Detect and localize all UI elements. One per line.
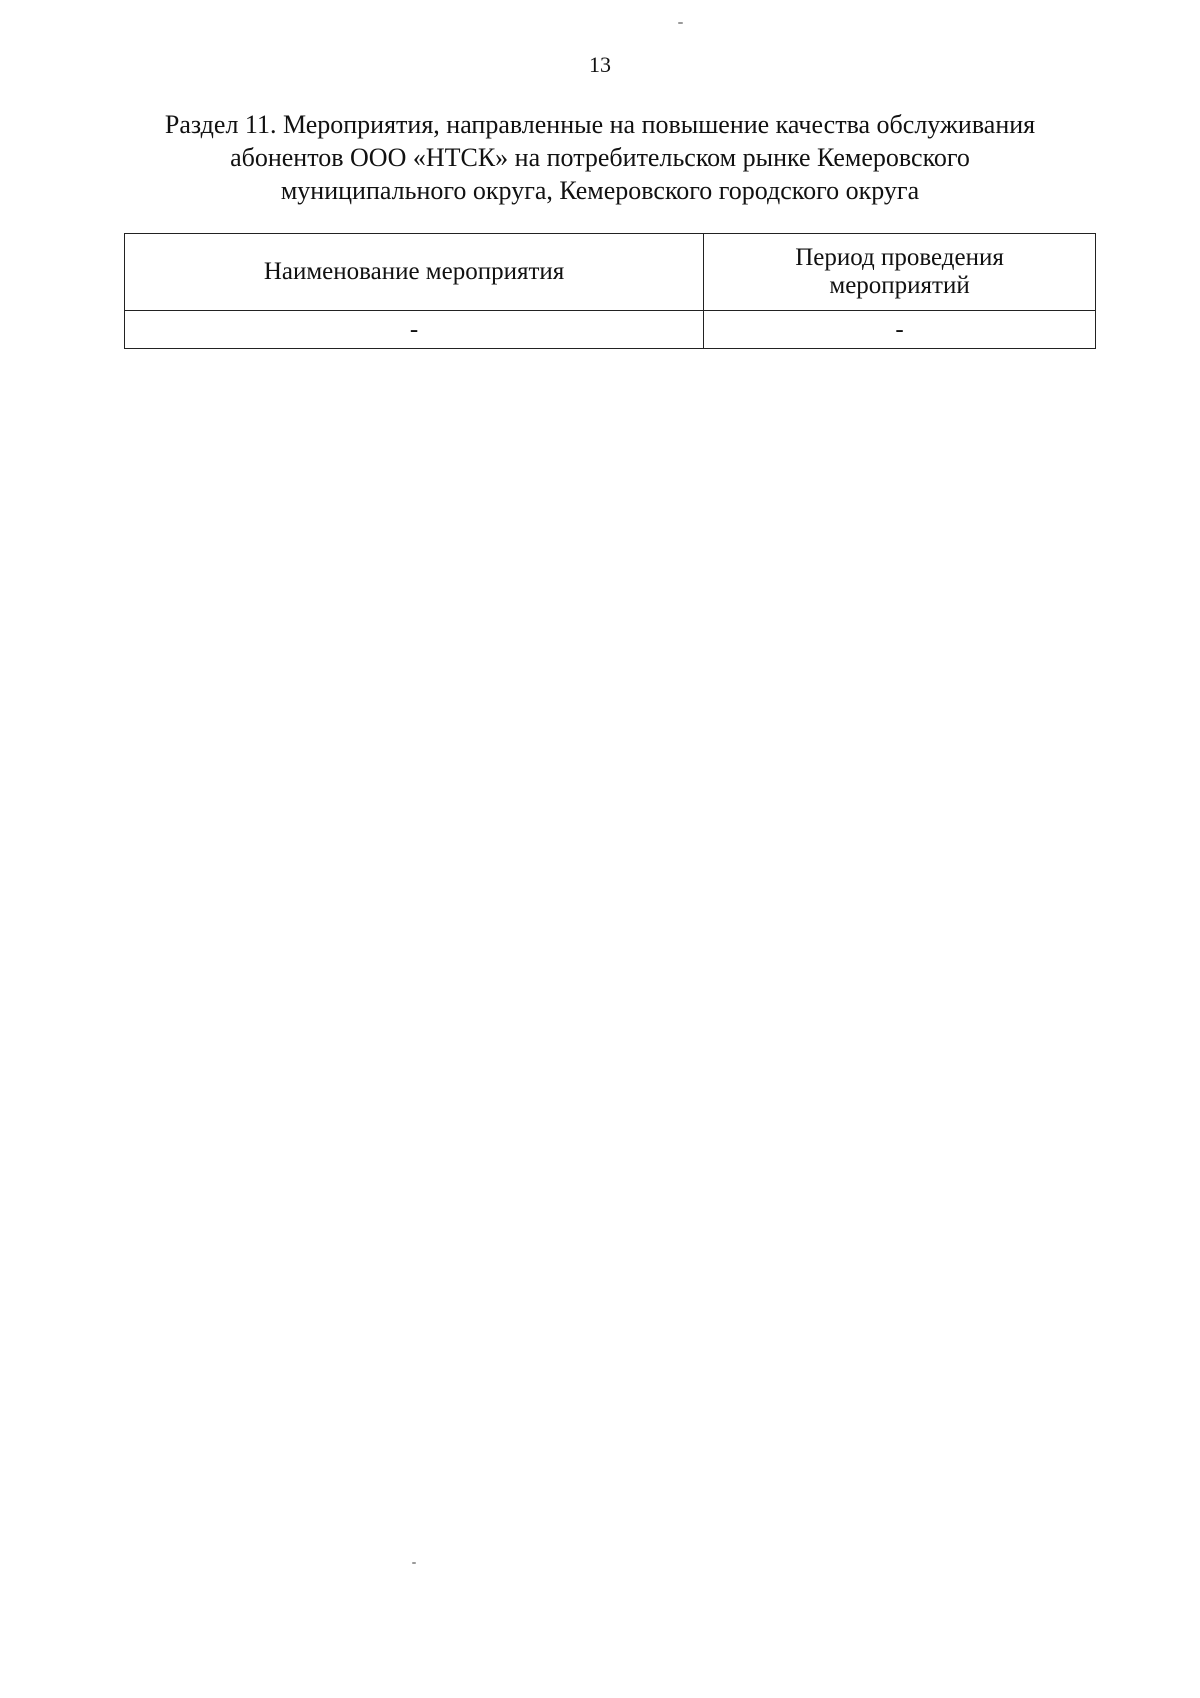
cell-event-period: -	[704, 311, 1096, 349]
header-event-period	[704, 234, 1096, 311]
scan-speck	[412, 1562, 416, 1564]
header-period-line: мероприятий	[829, 272, 970, 299]
section-title-line: абонентов ООО «НТСК» на потребительском рынке Кемеровского	[230, 143, 970, 172]
table-header-row	[125, 234, 1096, 311]
scan-speck	[678, 22, 683, 24]
section-title	[120, 108, 1080, 207]
header-period-line: Период проведения	[795, 244, 1004, 271]
cell-event-name: -	[125, 311, 704, 349]
section-title-line: Раздел 11. Мероприятия, направленные на повышение качества обслуживания	[164, 110, 1036, 139]
events-table	[124, 233, 1096, 349]
header-event-name: Наименование мероприятия	[125, 234, 704, 311]
page-number: 13	[589, 52, 611, 77]
section-title-line: муниципального округа, Кемеровского городского округа	[280, 176, 920, 205]
table-row	[125, 311, 1096, 349]
